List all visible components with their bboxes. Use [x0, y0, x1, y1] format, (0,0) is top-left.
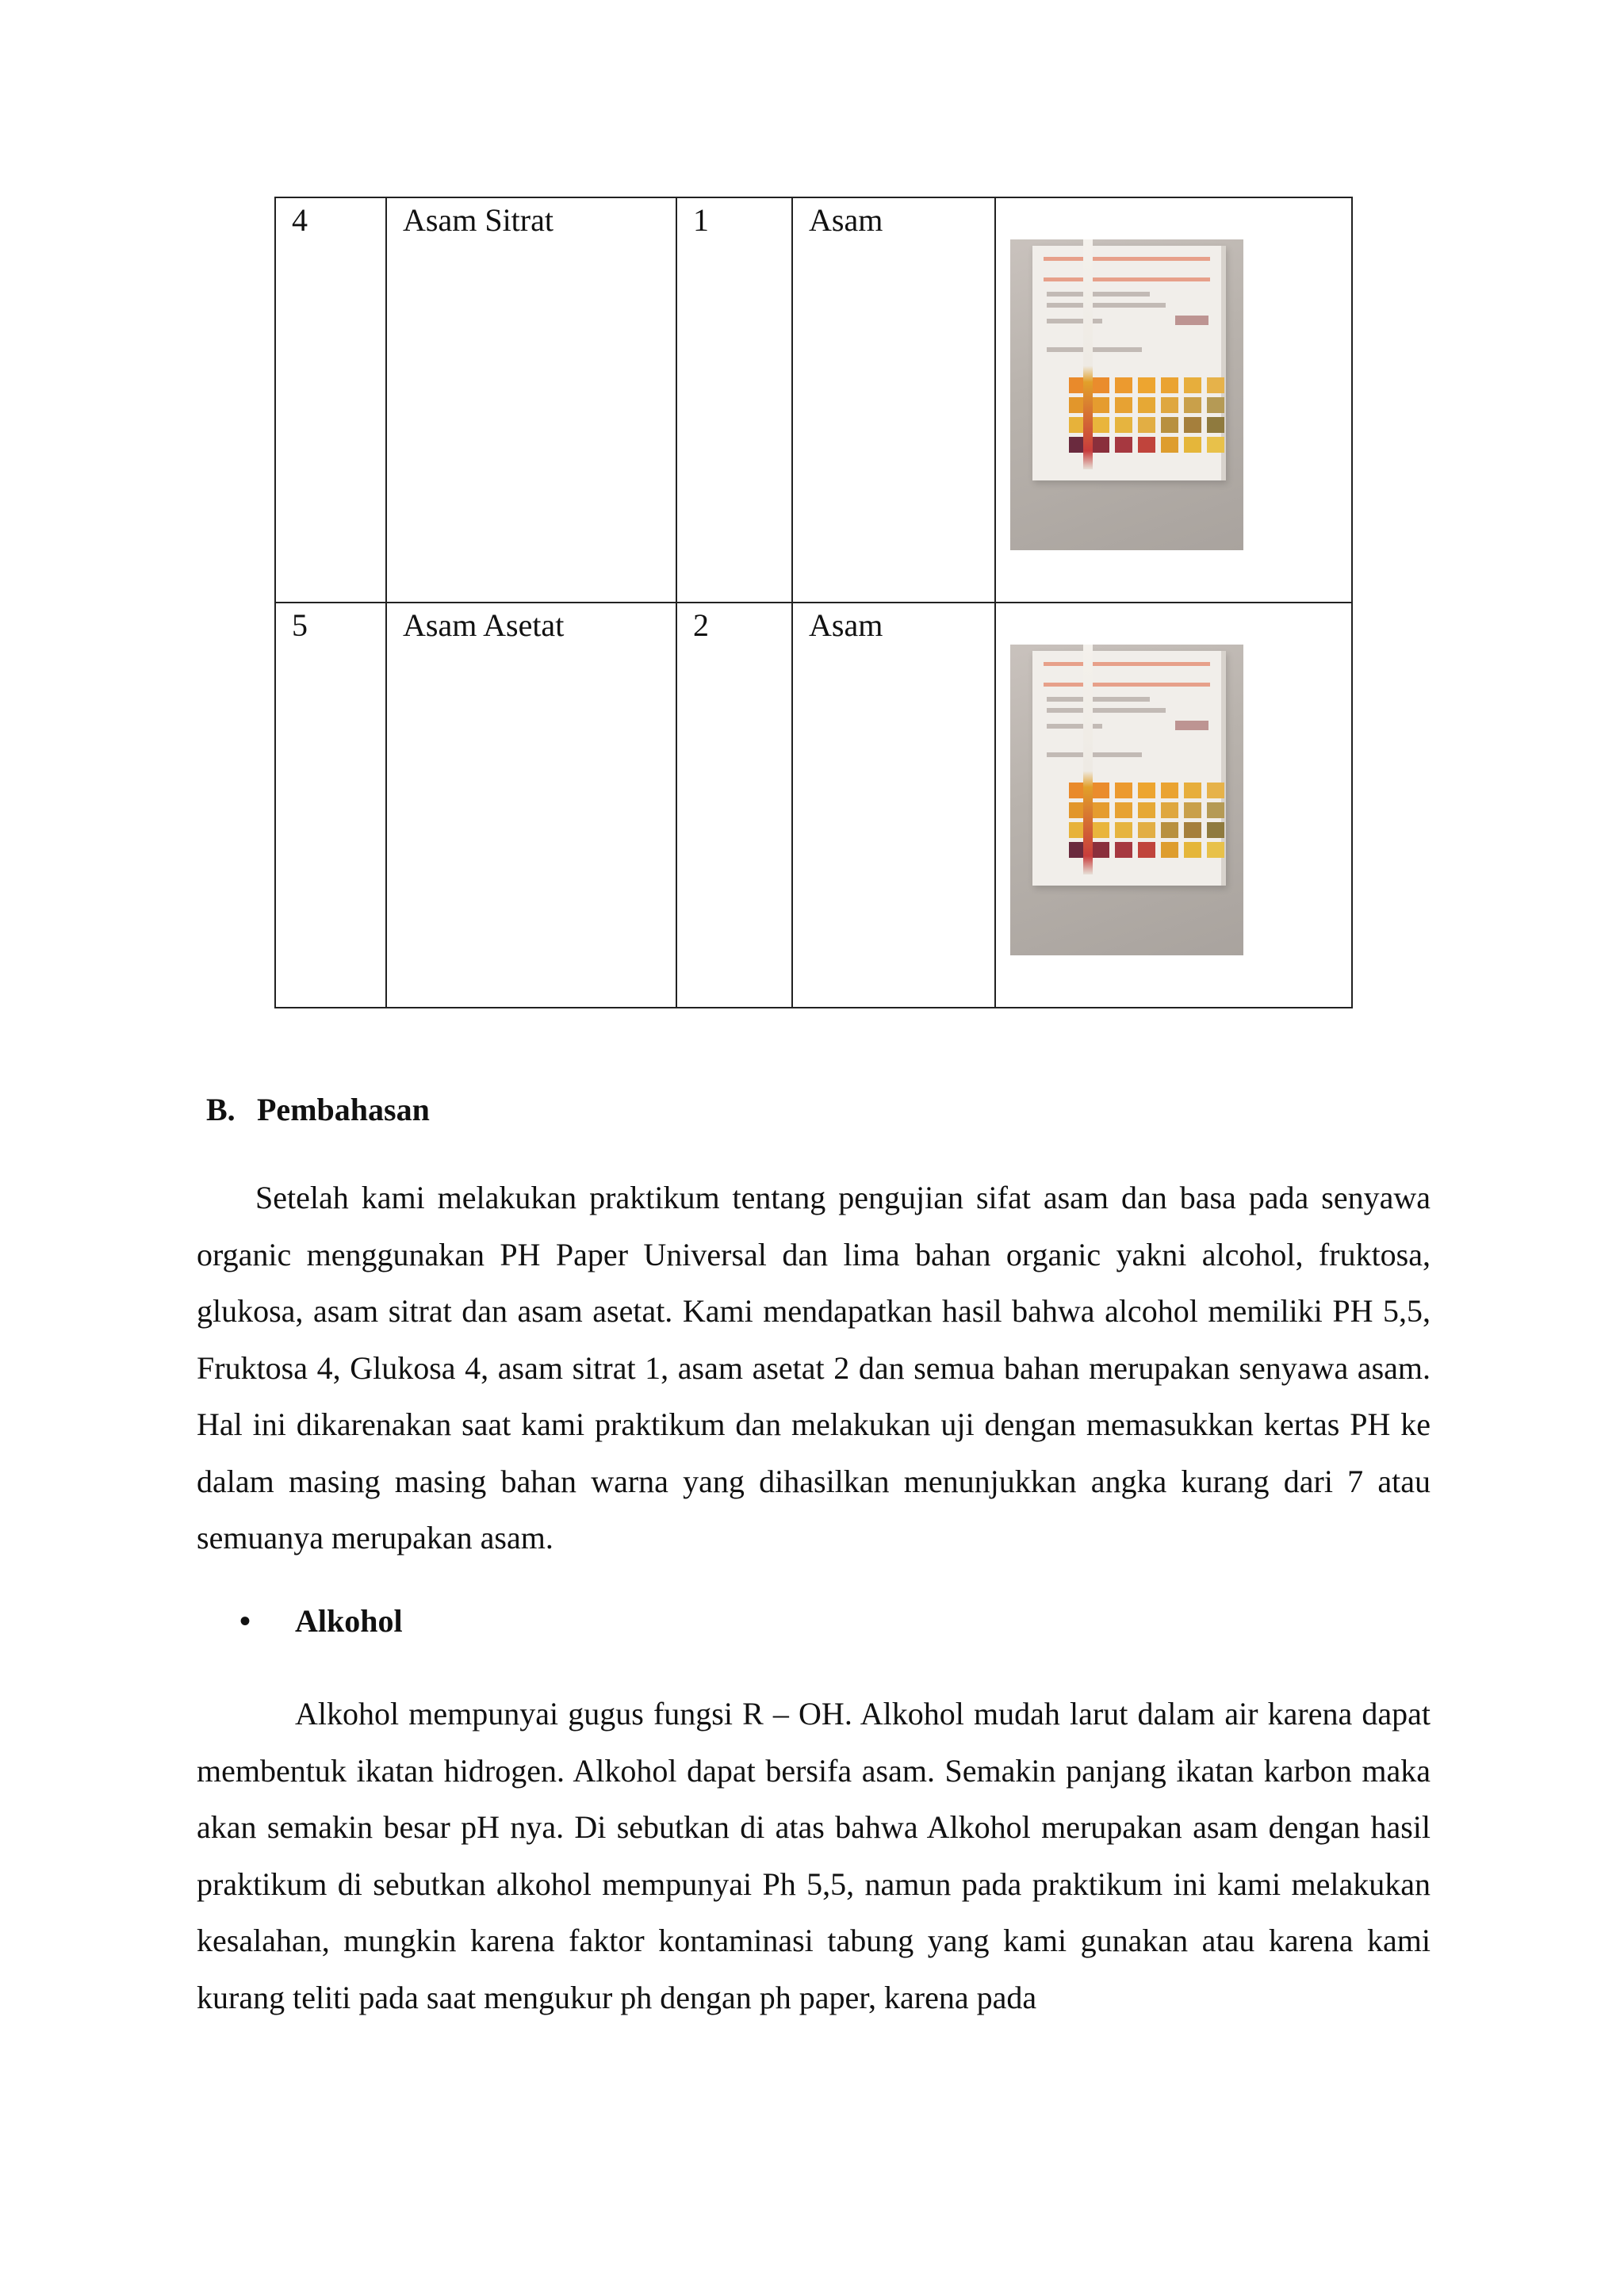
cell-no: [275, 197, 386, 603]
ph-test-strip: [1083, 239, 1093, 469]
ph-color-swatch: [1115, 397, 1132, 413]
results-table: [274, 197, 1353, 1008]
discussion-paragraph: Setelah kami melakukan praktikum tentang pengujian sifat asam dan basa pada senyawa organic menggunakan PH Paper Universal dan lima bahan organic yakni alcohol, fruktosa, glukosa, asam sitrat dan asam asetat. Kami mendapatkan hasil bahwa alcohol memiliki PH 5,5, Fruktosa 4, Glukosa 4, asam sitrat 1, asam asetat 2 dan semua bahan merupakan senyawa asam. Hal ini dikarenakan saat kami praktikum dan melakukan uji dengan memasukkan kertas PH ke dalam masing masing bahan warna yang dihasilkan menunjukkan angka kurang dari 7 atau semuanya merupakan asam.: [197, 1180, 1431, 1556]
property-value: Asam: [809, 202, 883, 238]
cell-photo: [995, 197, 1352, 603]
ph-value: 1: [693, 202, 709, 238]
ph-color-swatch: [1138, 397, 1155, 413]
ph-color-swatch: [1115, 822, 1132, 838]
ph-color-swatch: [1092, 822, 1109, 838]
ph-color-swatch: [1138, 822, 1155, 838]
ph-color-swatch: [1138, 377, 1155, 393]
ph-color-swatch: [1138, 842, 1155, 858]
ph-color-swatch: [1115, 802, 1132, 818]
section-title: Pembahasan: [257, 1092, 430, 1127]
ph-color-swatch: [1161, 802, 1178, 818]
ph-color-swatch: [1161, 437, 1178, 453]
subsection-title: Alkohol: [295, 1603, 403, 1639]
ph-color-swatch: [1161, 822, 1178, 838]
ph-color-swatch: [1092, 417, 1109, 433]
ph-color-swatch: [1115, 417, 1132, 433]
ph-color-swatch: [1115, 377, 1132, 393]
ph-color-swatch: [1092, 802, 1109, 818]
ph-color-swatch: [1184, 822, 1201, 838]
ph-test-strip: [1083, 645, 1093, 874]
cell-ph: [676, 197, 792, 603]
ph-color-swatch: [1207, 397, 1224, 413]
alkohol-paragraph: Alkohol mempunyai gugus fungsi R – OH. Alkohol mudah larut dalam air karena dapat membentuk ikatan hidrogen. Alkohol dapat bersifa asam. Semakin panjang ikatan karbon maka akan semakin besar pH nya. Di sebutkan di atas bahwa Alkohol merupakan asam dengan hasil praktikum di sebutkan alkohol mempunyai Ph 5,5, namun pada praktikum ini kami melakukan kesalahan, mungkin karena faktor kontaminasi tabung yang kami gunakan atau karena kami kurang teliti pada saat mengukur ph dengan ph paper, karena pada: [197, 1696, 1431, 2015]
section-heading: [206, 1091, 430, 1129]
cell-bahan: [386, 197, 676, 603]
ph-color-swatch: [1161, 842, 1178, 858]
ph-color-swatch: [1207, 437, 1224, 453]
ph-color-swatch: [1092, 437, 1109, 453]
ph-color-swatch: [1184, 417, 1201, 433]
ph-color-swatch: [1207, 417, 1224, 433]
ph-value: 2: [693, 607, 709, 643]
ph-color-swatch: [1092, 842, 1109, 858]
ph-indicator-box: [1032, 246, 1226, 480]
ph-color-swatch: [1092, 397, 1109, 413]
ph-color-swatch: [1207, 377, 1224, 393]
ph-color-swatch: [1092, 377, 1109, 393]
table-row: [275, 603, 1352, 1008]
ph-color-swatch: [1184, 377, 1201, 393]
cell-sifat: [792, 603, 995, 1008]
ph-color-swatch: [1161, 397, 1178, 413]
subsection-heading: [239, 1602, 403, 1640]
ph-color-swatch: [1115, 783, 1132, 798]
ph-color-swatch: [1138, 783, 1155, 798]
cell-no: [275, 603, 386, 1008]
ph-color-swatch: [1207, 842, 1224, 858]
material-name: Asam Sitrat: [403, 202, 553, 238]
ph-color-swatch: [1184, 437, 1201, 453]
ph-indicator-box: [1032, 651, 1226, 886]
table-row: [275, 197, 1352, 603]
material-name: Asam Asetat: [403, 607, 565, 643]
cell-photo: [995, 603, 1352, 1008]
ph-color-swatch: [1138, 437, 1155, 453]
ph-color-swatch: [1138, 802, 1155, 818]
row-number: 4: [292, 202, 308, 238]
ph-color-swatch: [1138, 417, 1155, 433]
ph-paper-photo: [1010, 239, 1243, 550]
cell-ph: [676, 603, 792, 1008]
ph-color-swatch: [1184, 397, 1201, 413]
property-value: Asam: [809, 607, 883, 643]
ph-color-swatch: [1092, 783, 1109, 798]
bullet-icon: •: [239, 1603, 251, 1639]
cell-sifat: [792, 197, 995, 603]
ph-color-swatch: [1207, 783, 1224, 798]
ph-color-swatch: [1161, 377, 1178, 393]
ph-paper-photo: [1010, 645, 1243, 955]
row-number: 5: [292, 607, 308, 643]
ph-color-swatch: [1184, 783, 1201, 798]
ph-color-swatch: [1184, 842, 1201, 858]
section-number: B.: [206, 1092, 236, 1127]
ph-color-swatch: [1161, 417, 1178, 433]
ph-color-swatch: [1184, 802, 1201, 818]
ph-color-swatch: [1115, 842, 1132, 858]
ph-color-swatch: [1115, 437, 1132, 453]
cell-bahan: [386, 603, 676, 1008]
ph-color-swatch: [1207, 822, 1224, 838]
ph-color-swatch: [1161, 783, 1178, 798]
ph-color-swatch: [1207, 802, 1224, 818]
